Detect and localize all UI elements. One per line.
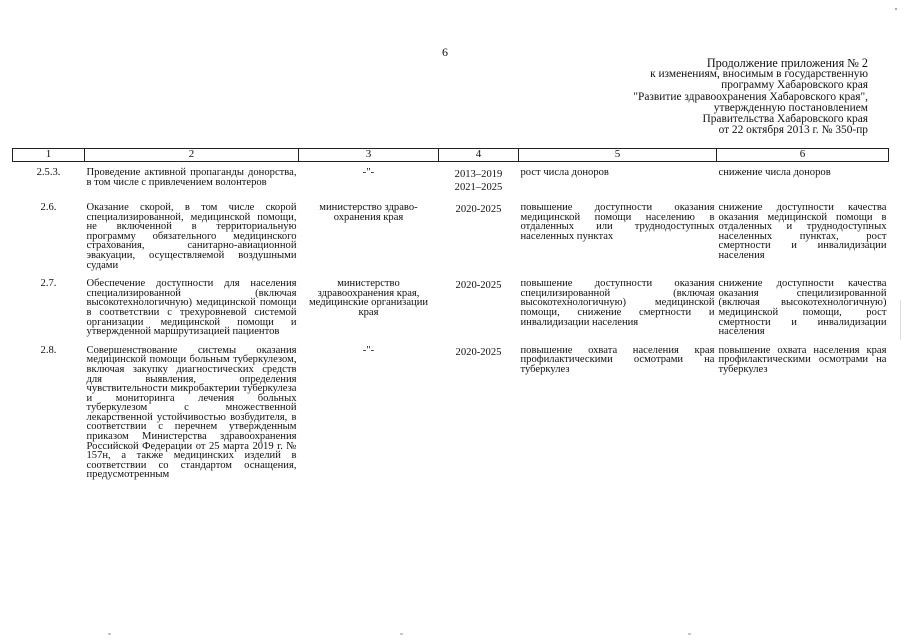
page-number: 6 [442,45,448,59]
column-header: 1 [13,149,85,162]
table-row [13,162,889,198]
period-cell [439,273,519,340]
executor-text: министерство здраво-охранения края [319,202,418,223]
period-text: 2020-2025 [455,204,502,215]
period-text: 2013–2019 [454,169,503,180]
column-header: 3 [299,149,439,162]
consequence-text: повышение охвата населения края профилактическими осмотрами на туберкулез [718,344,887,375]
appendix-header [548,58,868,136]
table-row [13,273,889,340]
column-header: 4 [439,149,519,162]
measure-text: Обеспечение доступности для населения специализированной (включая высокотехнологичную) медицинской помощи в соответствии с трехуровневой системой организации медицинской помощи и утвержденной маршрутизацией пациентов [86,278,297,338]
period-cell [439,197,519,273]
result-text: повышение доступности оказания специлизированной (включая высокотехнологичную) медицинской помощи, снижение смертности и инвалидизации населения [520,278,715,328]
column-header: 5 [519,149,717,162]
item-number: 2.5.3. [36,167,61,178]
result-text: повышение охвата населения края профилактическими осмотрами на туберкулез [520,344,715,375]
executor-text: -"- [362,344,375,356]
period-text: 2020-2025 [455,346,502,358]
table-row [13,340,889,483]
executor-text: министерство здравоохранения края, медицинские организации края [308,278,429,318]
consequence-text: снижение числа доноров [718,167,831,178]
item-number: 2.7. [40,278,57,290]
header-line: программу Хабаровского края [721,79,868,92]
period-cell [439,340,519,483]
consequence-text: снижение доступности качества оказания медицинской помощи в отдаленных и труднодоступных населенных пунктах, рост смертности и инвалидизации населения [718,202,887,261]
column-header: 2 [85,149,299,162]
program-measures-table [12,148,889,483]
header-line: Продолжение приложения № 2 [706,56,868,70]
period-text: 2020-2025 [455,280,502,292]
column-header: 6 [717,149,889,162]
item-number: 2.8. [40,344,57,356]
header-line: "Развитие здравоохранения Хабаровского края", [633,90,868,103]
scan-artifact [0,628,905,640]
header-line: утвержденную постановлением [713,101,868,114]
scan-artifact [900,300,901,340]
table-row [13,197,889,273]
header-line: от 22 октября 2013 г. № 350-пр [718,124,868,137]
item-number: 2.6. [40,202,57,213]
result-text: рост числа доноров [520,167,609,178]
consequence-text: снижение доступности качества оказания специлизированной (включая высокотехнологичную) медицинской помощи, рост смертности и инвалидизации населения [718,278,887,338]
header-line: Правительства Хабаровского края [702,113,868,126]
column-number-row [13,149,889,162]
period-text: 2021–2025 [454,182,503,193]
measure-text: Проведение активной пропаганды донорства, в том числе с привлечением волонтеров [86,167,297,188]
scan-artifact [895,8,897,10]
period-cell [439,162,519,198]
executor-text: -"- [362,167,375,178]
measure-text: Оказание скорой, в том числе скорой специализированной, медицинской помощи, не включенной в территориальную программу обязательного медицинского страхования, санитарно-авиационной эвакуации, осуществляемой воздушными судами [86,202,297,271]
measure-text: Совершенствование системы оказания медицинской помощи больным туберкулезом, включая закупку диагностических средств для выявления, определения чувствительности микробактерии туберкулеза и мониторинга лечения больных туберкулезом с множественной лекарственной устойчивостью возбудителя, в соответствии с перечнем утвержденным приказом Министерства здравоохранения Российской Федерации от 25 марта 2019 г. № 157н, а также медицинских изделий в соответствии со стандартом оснащения, предусмотренным [86,344,297,481]
header-line: к изменениям, вносимым в государственную [650,68,868,81]
result-text: повышение доступности оказания медицинской помощи населению в отдаленных или труднодоступных населенных пунктах [520,202,715,242]
